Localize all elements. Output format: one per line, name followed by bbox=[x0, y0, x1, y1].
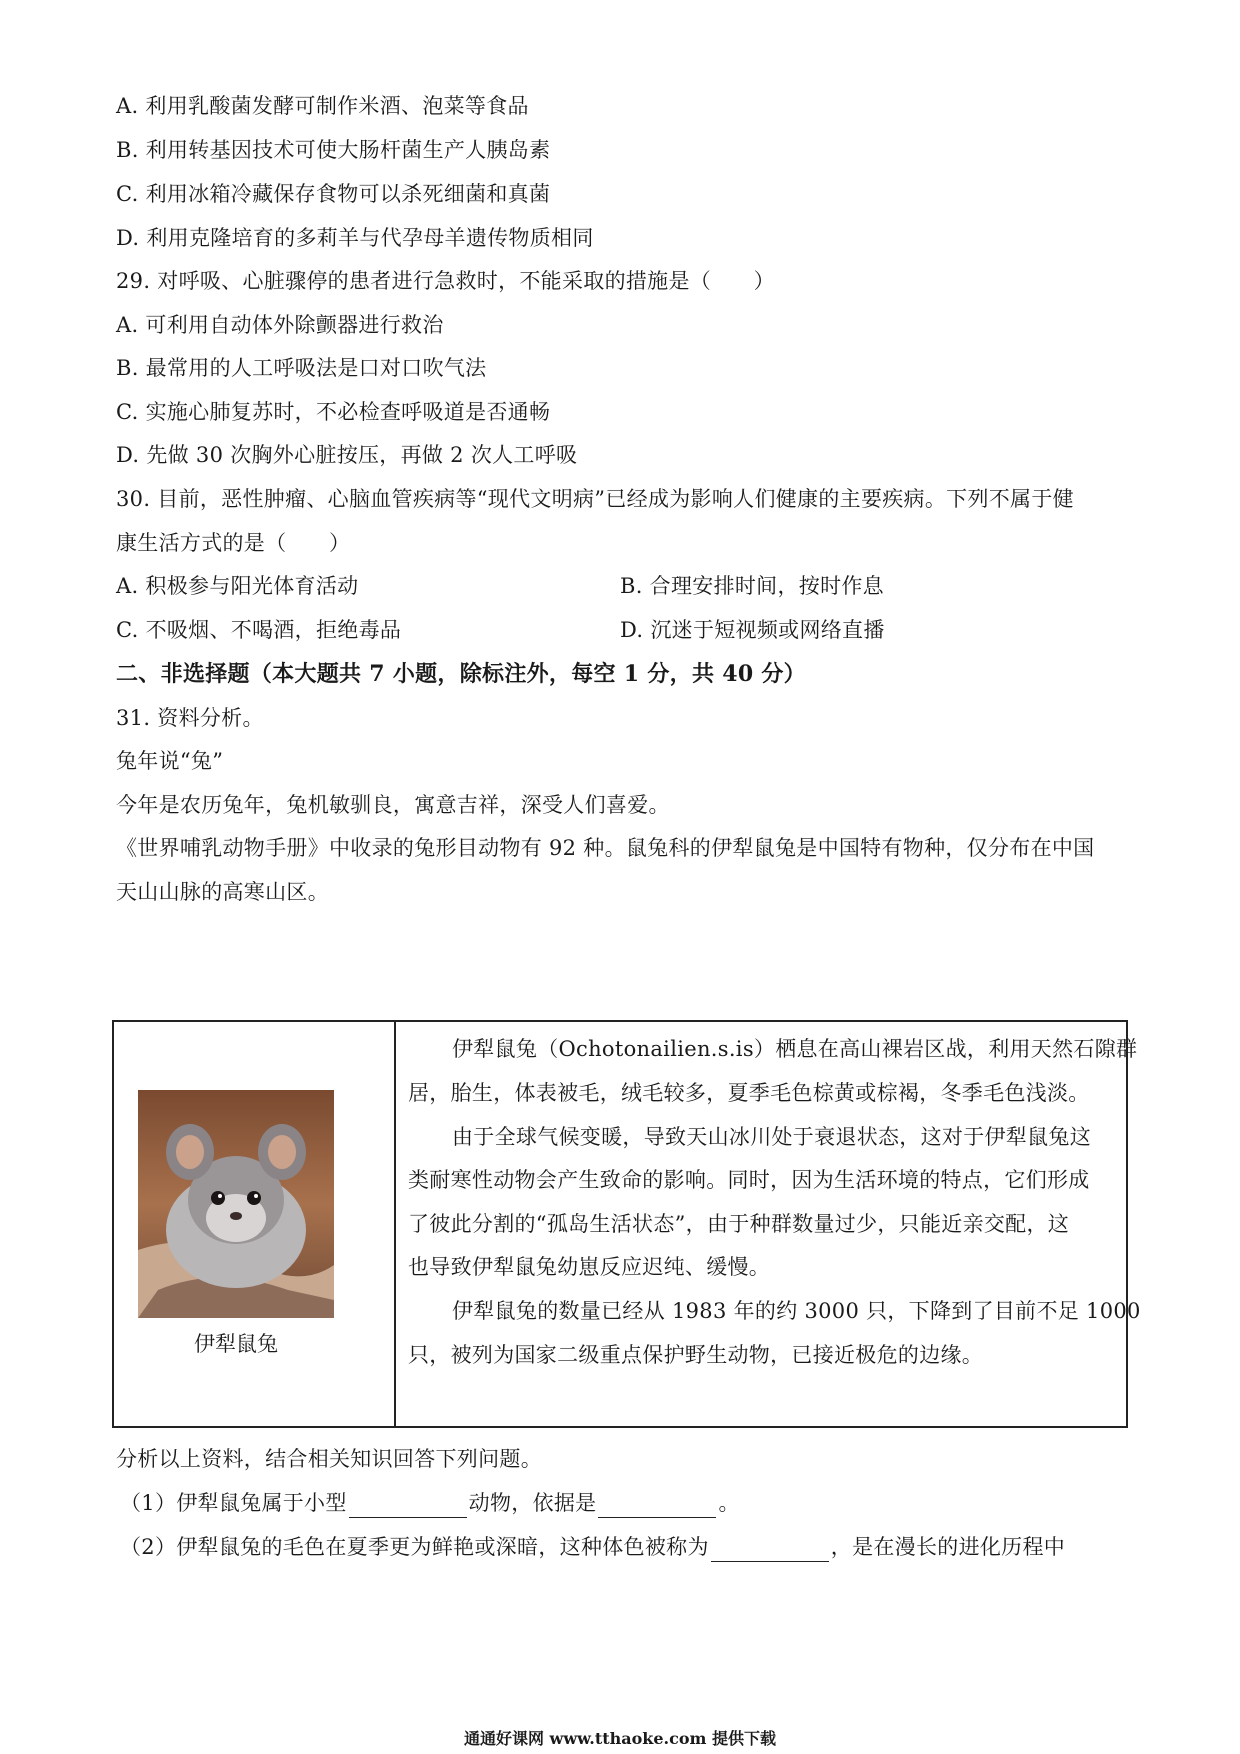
q29-option-d: D. 先做 30 次胸外心脏按压，再做 2 次人工呼吸 bbox=[116, 443, 578, 467]
answer-blank[interactable] bbox=[711, 1539, 829, 1562]
material-table bbox=[112, 1020, 1141, 1428]
q28-option-d: D. 利用克隆培育的多莉羊与代孕母羊遗传物质相同 bbox=[116, 226, 594, 250]
q30-option-a: A. 积极参与阳光体育活动 bbox=[116, 574, 359, 598]
image-caption: 伊犁鼠兔 bbox=[194, 1332, 278, 1356]
pika-illustration bbox=[138, 1090, 334, 1318]
q31-sub2 bbox=[120, 1532, 1065, 1562]
q31-title: 31. 资料分析。 bbox=[116, 706, 264, 730]
q31-intro2-line2: 天山山脉的高寒山区。 bbox=[116, 880, 329, 904]
q31-sub2-text-1: （2）伊犁鼠兔的毛色在夏季更为鲜艳或深暗，这种体色被称为 bbox=[120, 1535, 709, 1559]
table-text-line: 居，胎生，体表被毛，绒毛较多，夏季毛色棕黄或棕褐，冬季毛色浅淡。 bbox=[408, 1081, 1090, 1105]
q29-option-a: A. 可利用自动体外除颤器进行救治 bbox=[116, 313, 444, 337]
q29-option-c: C. 实施心肺复苏时，不必检查呼吸道是否通畅 bbox=[116, 400, 551, 424]
q28-option-c: C. 利用冰箱冷藏保存食物可以杀死细菌和真菌 bbox=[116, 182, 551, 206]
q31-sub1 bbox=[120, 1488, 740, 1518]
q30-stem-line1: 30. 目前，恶性肿瘤、心脑血管疾病等“现代文明病”已经成为影响人们健康的主要疾病。下列不属于健 bbox=[116, 487, 1074, 511]
q31-analysis-prompt: 分析以上资料，结合相关知识回答下列问题。 bbox=[116, 1447, 542, 1471]
table-text-line: 类耐寒性动物会产生致命的影响。同时，因为生活环境的特点，它们形成 bbox=[408, 1168, 1090, 1192]
q31-sub2-text-2: ，是在漫长的进化历程中 bbox=[830, 1535, 1066, 1559]
q29-stem: 29. 对呼吸、心脏骤停的患者进行急救时，不能采取的措施是（ ） bbox=[116, 269, 775, 293]
q30-stem-line2: 康生活方式的是（ ） bbox=[116, 531, 351, 555]
q28-option-b: B. 利用转基因技术可使大肠杆菌生产人胰岛素 bbox=[116, 138, 551, 162]
table-text-line: 伊犁鼠兔（Ochotonailien.s.is）栖息在高山裸岩区战，利用天然石隙群 bbox=[452, 1037, 1138, 1061]
answer-blank[interactable] bbox=[598, 1495, 716, 1518]
q31-sub1-text-1: （1）伊犁鼠兔属于小型 bbox=[120, 1491, 347, 1515]
q31-sub1-text-2: 动物，依据是 bbox=[468, 1491, 597, 1515]
q28-option-a: A. 利用乳酸菌发酵可制作米酒、泡菜等食品 bbox=[116, 94, 529, 118]
section2-heading: 二、非选择题（本大题共 7 小题，除标注外，每空 1 分，共 40 分） bbox=[116, 661, 806, 687]
table-text-line: 了彼此分割的“孤岛生活状态”，由于种群数量过少，只能近亲交配，这 bbox=[408, 1212, 1070, 1236]
q30-option-b: B. 合理安排时间，按时作息 bbox=[620, 574, 884, 598]
q30-option-c: C. 不吸烟、不喝酒，拒绝毒品 bbox=[116, 618, 402, 642]
q31-intro1: 今年是农历兔年，兔机敏驯良，寓意吉祥，深受人们喜爱。 bbox=[116, 793, 670, 817]
table-text-line: 只，被列为国家二级重点保护野生动物，已接近极危的边缘。 bbox=[408, 1343, 984, 1367]
q29-option-b: B. 最常用的人工呼吸法是口对口吹气法 bbox=[116, 356, 487, 380]
q31-subtitle: 兔年说“兔” bbox=[116, 749, 224, 773]
q30-option-d: D. 沉迷于短视频或网络直播 bbox=[620, 618, 885, 642]
answer-blank[interactable] bbox=[349, 1495, 467, 1518]
q31-sub1-text-3: 。 bbox=[718, 1491, 740, 1515]
q31-intro2-line1: 《世界哺乳动物手册》中收录的兔形目动物有 92 种。鼠兔科的伊犁鼠兔是中国特有物种，仅分布在中国 bbox=[116, 836, 1095, 860]
table-text-line: 伊犁鼠兔的数量已经从 1983 年的约 3000 只，下降到了目前不足 1000 bbox=[452, 1299, 1141, 1323]
table-text-line: 也导致伊犁鼠兔幼崽反应迟纯、缓慢。 bbox=[408, 1255, 771, 1279]
table-text-line: 由于全球气候变暖，导致天山冰川处于衰退状态，这对于伊犁鼠兔这 bbox=[452, 1125, 1091, 1149]
page-footer: 通通好课网 www.tthaoke.com 提供下载 bbox=[463, 1729, 777, 1748]
pika-photo bbox=[138, 1090, 334, 1318]
table-divider bbox=[394, 1022, 396, 1426]
